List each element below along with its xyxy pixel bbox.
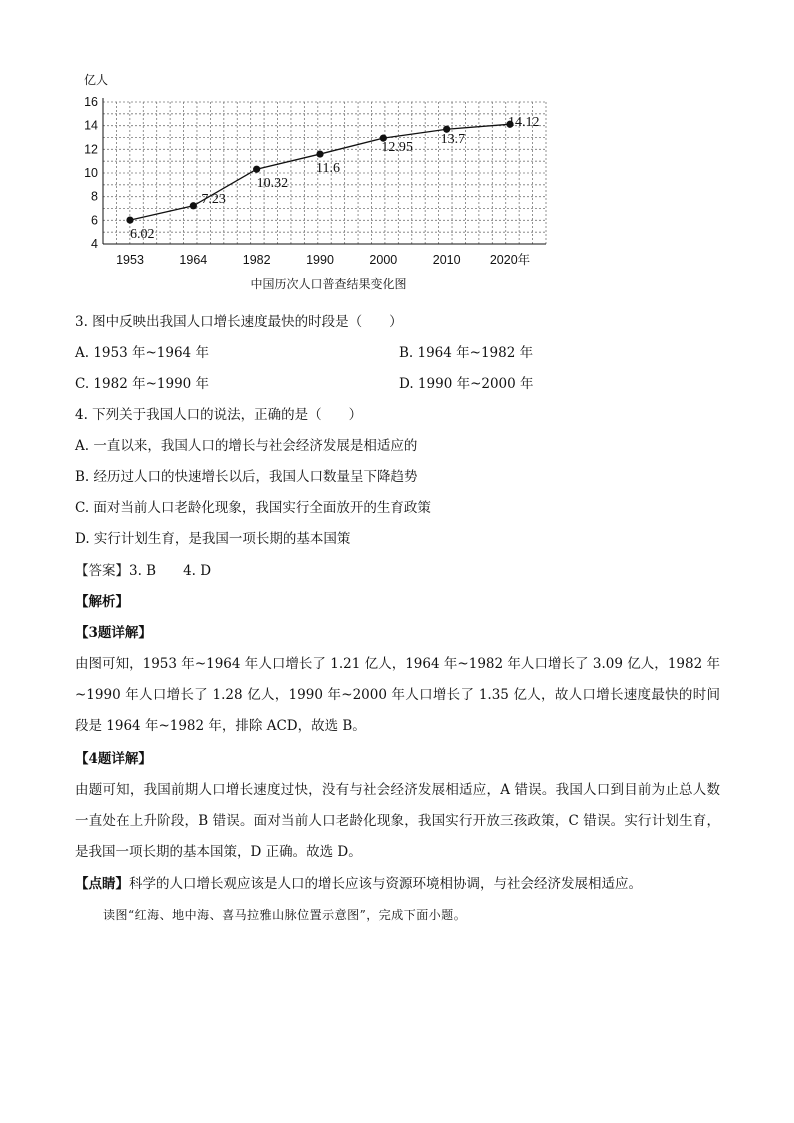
x-tick-label: 1982 (242, 253, 271, 267)
y-tick-label: 10 (84, 166, 98, 180)
x-tick-label: 2000 (369, 253, 398, 267)
data-label: 13.7 (440, 132, 466, 148)
y-axis-title: 亿人 (84, 73, 109, 87)
q3-option-b: B. 1964 年~1982 年 (399, 345, 534, 361)
y-tick-label: 12 (84, 142, 98, 157)
data-label: 14.12 (508, 115, 540, 131)
x-tick-label: 2020年 (489, 253, 531, 267)
y-tick-label: 16 (84, 95, 98, 109)
x-tick-label: 1953 (116, 253, 144, 267)
q4-stem: 4. 下列关于我国人口的说法，正确的是（ ） (75, 407, 363, 423)
data-label: 12.95 (381, 140, 413, 156)
next-question-note: 读图“红海、地中海、喜马拉雅山脉位置示意图”，完成下面小题。 (103, 908, 467, 922)
q4-option-c: C. 面对当前人口老龄化现象，我国实行全面放开的生育政策 (75, 500, 431, 516)
x-tick-label: 1964 (179, 253, 208, 267)
q4-option-d: D. 实行计划生育，是我国一项长期的基本国策 (75, 531, 351, 547)
population-census-chart (70, 66, 570, 296)
detail3-tag: 【3题详解】 (75, 625, 152, 641)
q3-option-a: A. 1953 年~1964 年 (75, 345, 209, 361)
tip-text: 科学的人口增长观应该是人口的增长应该与资源环境相协调，与社会经济发展相适应。 (129, 876, 642, 892)
answer-text: 3. B 4. D (129, 563, 212, 579)
detail4-text: 由题可知，我国前期人口增长速度过快，没有与社会经济发展相适应，A 错误。我国人口到目前为止总人数一直处在上升阶段，B 错误。面对当前人口老龄化现象，我国实行开放三孩政策，C 错误。实行计划生育，是我国一项长期的基本国策，D 正确。故选 D。 (75, 782, 720, 860)
y-tick-label: 14 (84, 118, 98, 133)
chart-title: 中国历次人口普查结果变化图 (250, 277, 407, 291)
q3-option-c: C. 1982 年~1990 年 (75, 376, 210, 392)
analysis-tag: 【解析】 (75, 594, 129, 610)
answer-tag: 【答案】 (75, 563, 129, 579)
x-tick-label: 1990 (306, 253, 334, 267)
data-label: 7.23 (201, 191, 226, 207)
data-point (190, 202, 197, 209)
q4-option-a: A. 一直以来，我国人口的增长与社会经济发展是相适应的 (75, 438, 418, 454)
line-chart-svg (70, 66, 570, 296)
data-label: 11.6 (316, 161, 340, 177)
q3-option-d: D. 1990 年~2000 年 (399, 376, 534, 392)
x-tick-label: 2010 (432, 253, 461, 267)
tip-tag: 【点睛】 (75, 876, 129, 892)
tip-line (75, 874, 642, 894)
detail3-text: 由图可知，1953 年~1964 年人口增长了 1.21 亿人，1964 年~1982 年人口增长了 3.09 亿人，1982 年~1990 年人口增长了 1.28 亿人，1990 年~2000 年人口增长了 1.35 亿人，故人口增长速度最快的时间段是 1964 年~1982 年，排除 ACD，故选 B。 (75, 656, 720, 734)
data-point (253, 166, 260, 173)
q4-option-b: B. 经历过人口的快速增长以后，我国人口数量呈下降趋势 (75, 469, 418, 485)
data-label: 6.02 (130, 227, 155, 243)
q3-stem: 3. 图中反映出我国人口增长速度最快的时段是（ ） (75, 314, 403, 330)
y-tick-label: 6 (91, 213, 98, 228)
data-point (126, 216, 133, 223)
detail4-tag: 【4题详解】 (75, 751, 152, 767)
y-tick-label: 4 (91, 237, 98, 251)
data-point (316, 150, 323, 157)
answer-line (75, 561, 211, 581)
data-label: 10.32 (256, 176, 289, 192)
y-tick-label: 8 (91, 189, 98, 204)
